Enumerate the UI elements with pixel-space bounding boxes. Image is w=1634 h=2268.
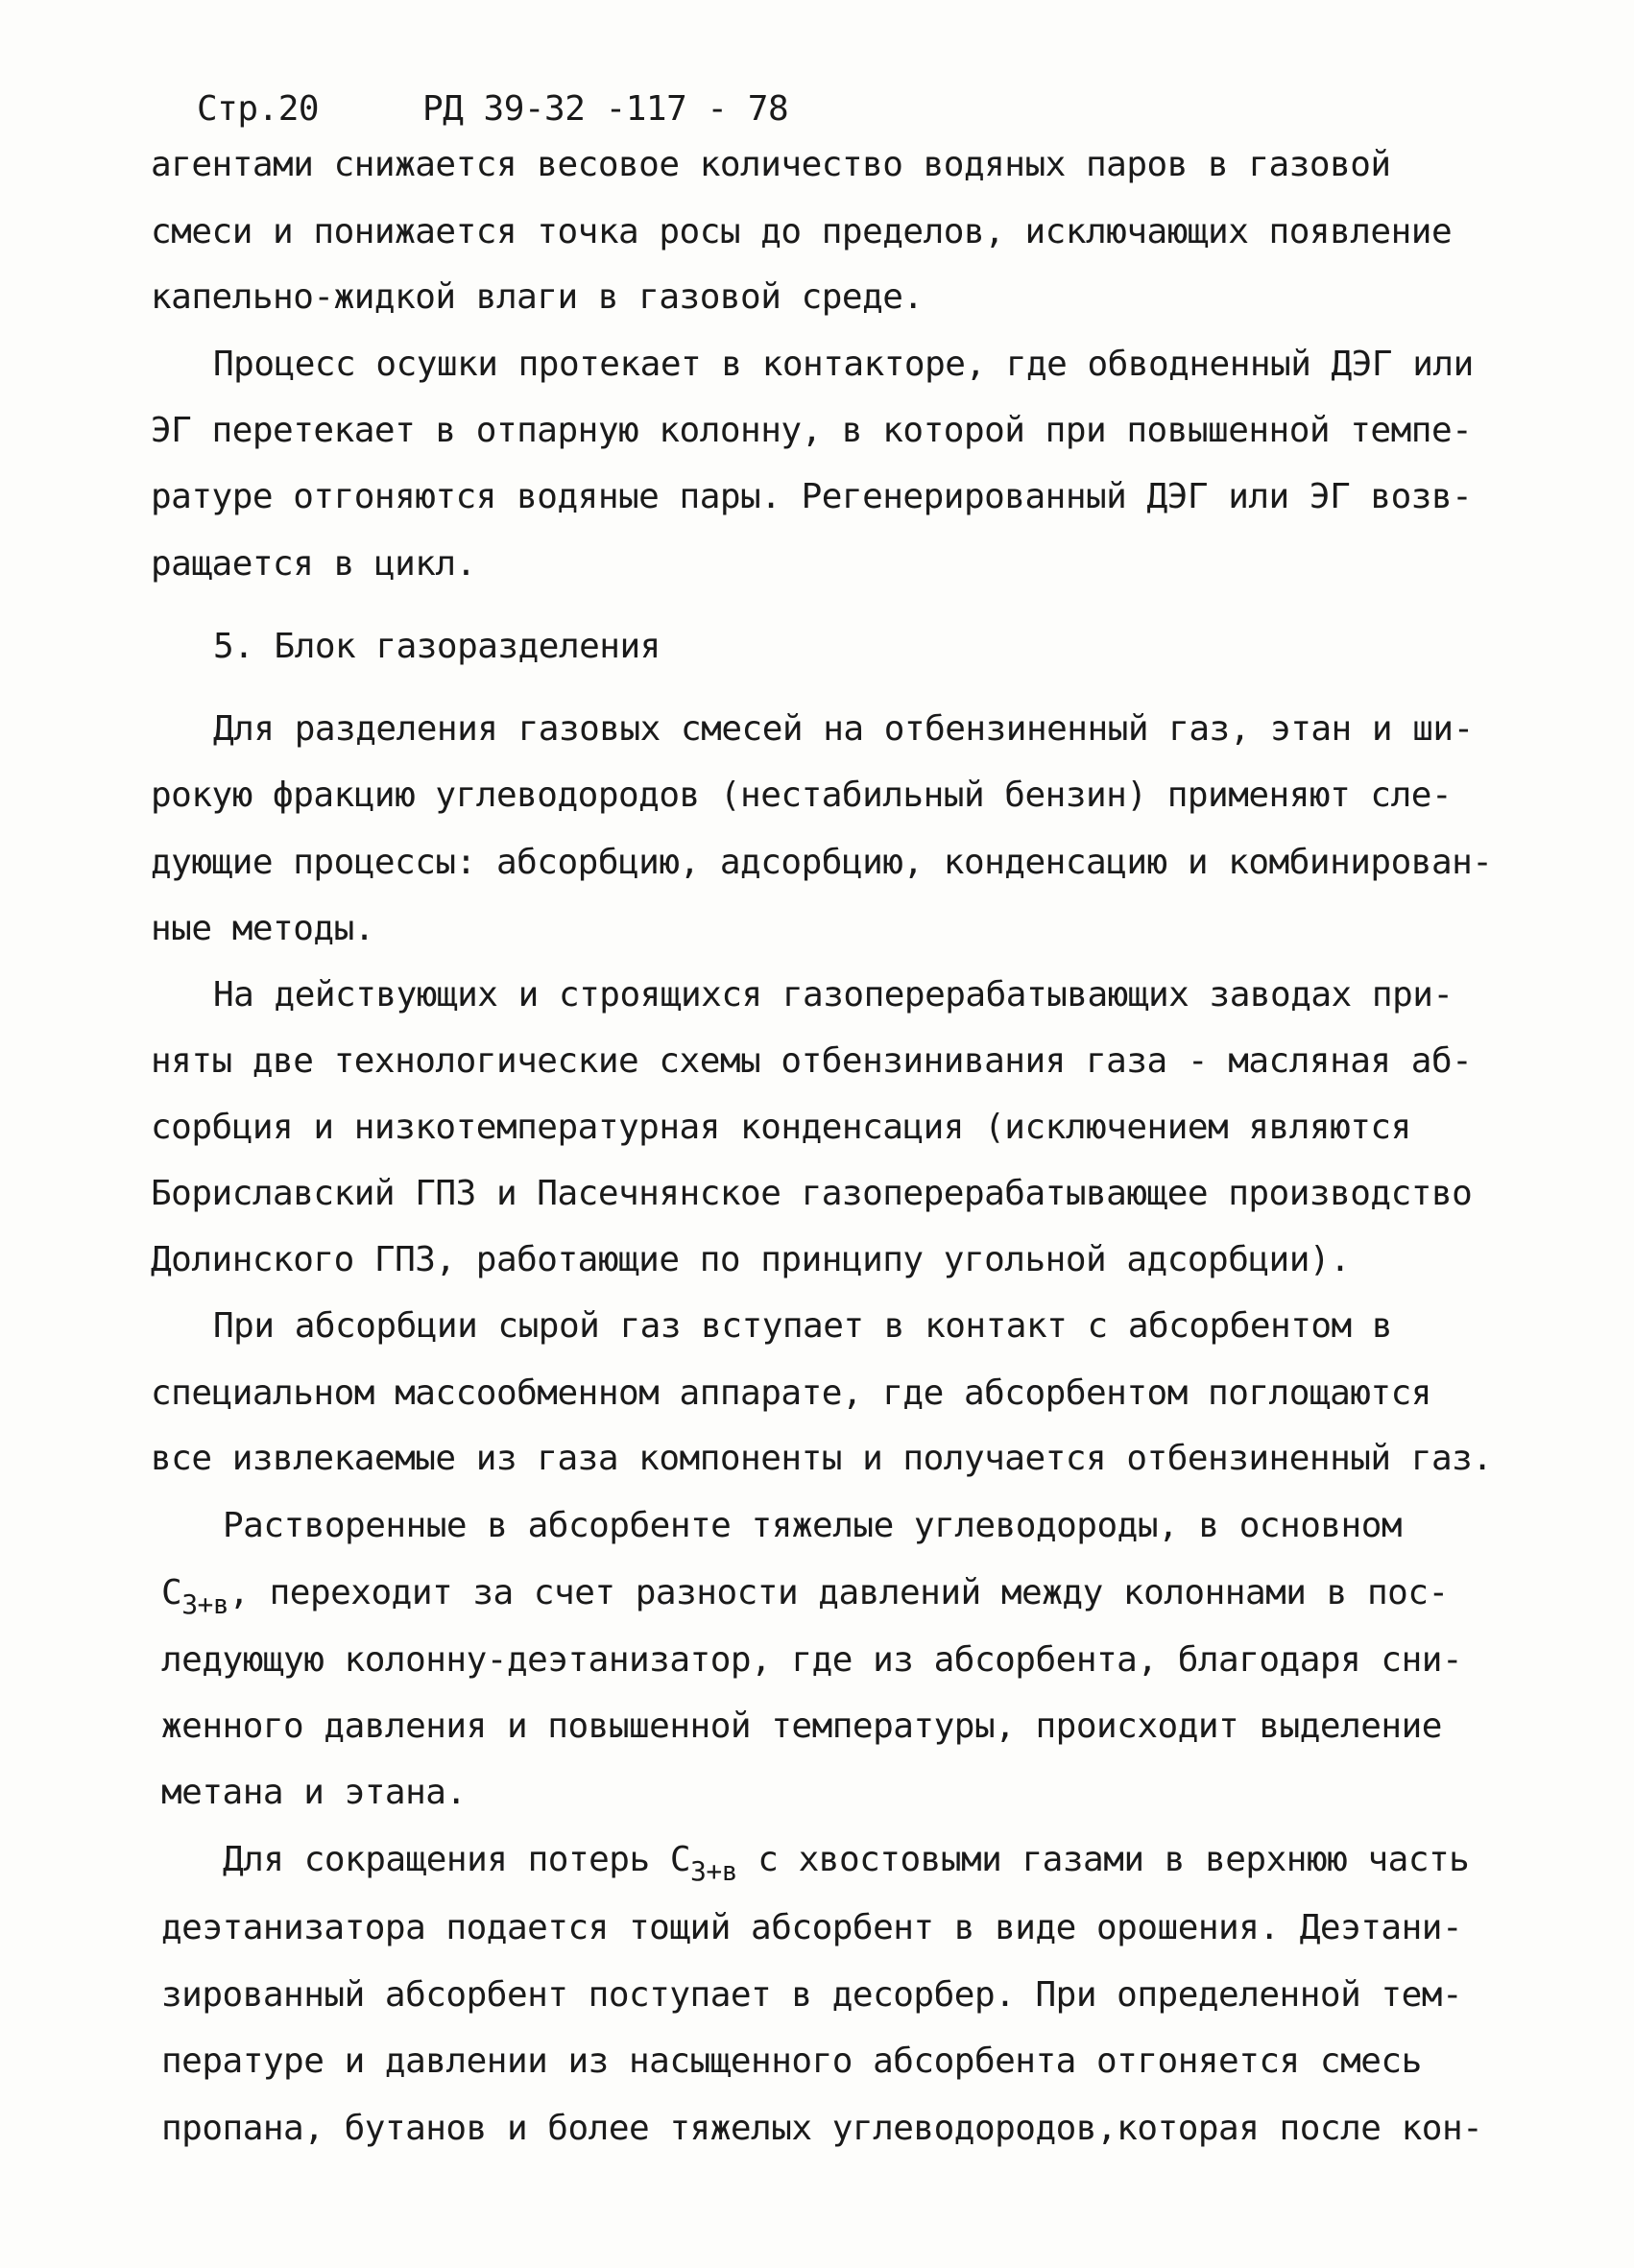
text-line: специальном массообменном аппарате, где абсорбентом поглощаются [151, 1373, 1431, 1413]
text-line-start: Для сокращения потерь С [223, 1840, 690, 1879]
section-heading: 5. Блок газоразделения [213, 627, 661, 666]
text-line: ные методы. [151, 909, 374, 948]
text-line: деэтанизатора подается тощий абсорбент в виде орошения. Деэтани- [161, 1908, 1463, 1947]
text-line: Процесс осушки протекает в контакторе, где обводненный ДЭГ или [213, 345, 1474, 384]
text-line: пературе и давлении из насыщенного абсорбента отгоняется смесь [161, 2041, 1422, 2081]
text-line: метана и этана. [161, 1773, 467, 1812]
text-line: сорбция и низкотемпературная конденсация (исключением являются [151, 1108, 1411, 1147]
text-line [161, 1572, 1449, 1620]
formula-c: С [161, 1573, 182, 1612]
text-line: Для разделения газовых смесей на отбензиненный газ, этан и ши- [213, 709, 1474, 749]
text-line: На действующих и строящихся газоперерабатывающих заводах при- [213, 975, 1454, 1015]
document-code: РД 39-32 -117 - 78 [422, 89, 789, 129]
text-line: все извлекаемые из газа компоненты и получается отбензиненный газ. [151, 1439, 1493, 1478]
text-line: При абсорбции сырой газ вступает в контакт с абсорбентом в [213, 1306, 1393, 1346]
formula-subscript: 3+в [690, 1855, 738, 1887]
page-number: Стр.20 [197, 89, 320, 129]
text-line: ратуре отгоняются водяные пары. Регенерированный ДЭГ или ЭГ возв- [151, 477, 1473, 516]
text-line: агентами снижается весовое количество водяных паров в газовой [151, 145, 1391, 184]
text-line: няты две технологические схемы отбензинивания газа - масляная аб- [151, 1041, 1473, 1081]
text-line: Долинского ГПЗ, работающие по принципу угольной адсорбции). [151, 1240, 1351, 1279]
text-line: рокую фракцию углеводородов (нестабильный бензин) применяют сле- [151, 776, 1453, 815]
text-line: ращается в цикл. [151, 544, 476, 584]
text-line: ЭГ перетекает в отпарную колонну, в которой при повышенной темпе- [151, 411, 1473, 450]
text-line: смеси и понижается точка росы до пределов, исключающих появление [151, 212, 1453, 251]
text-line: дующие процессы: абсорбцию, адсорбцию, конденсацию и комбинирован- [151, 843, 1493, 882]
text-line: зированный абсорбент поступает в десорбер. При определенной тем- [161, 1975, 1463, 2015]
text-line [223, 1839, 1470, 1887]
text-line: Растворенные в абсорбенте тяжелые углеводороды, в основном [223, 1506, 1403, 1545]
text-line-rest: , переходит за счет разности давлений между колоннами в пос- [228, 1573, 1449, 1612]
text-line: женного давления и повышенной температуры, происходит выделение [161, 1707, 1442, 1746]
text-line: ледующую колонну-деэтанизатор, где из абсорбента, благодаря сни- [161, 1640, 1463, 1680]
text-line: капельно-жидкой влаги в газовой среде. [151, 277, 924, 317]
text-line: пропана, бутанов и более тяжелых углеводородов,которая после кон- [161, 2109, 1483, 2148]
formula-subscript: 3+в [181, 1588, 229, 1620]
text-line-rest: с хвостовыми газами в верхнюю часть [737, 1840, 1470, 1879]
text-line: Бориславский ГПЗ и Пасечнянское газоперерабатывающее производство [151, 1174, 1473, 1213]
